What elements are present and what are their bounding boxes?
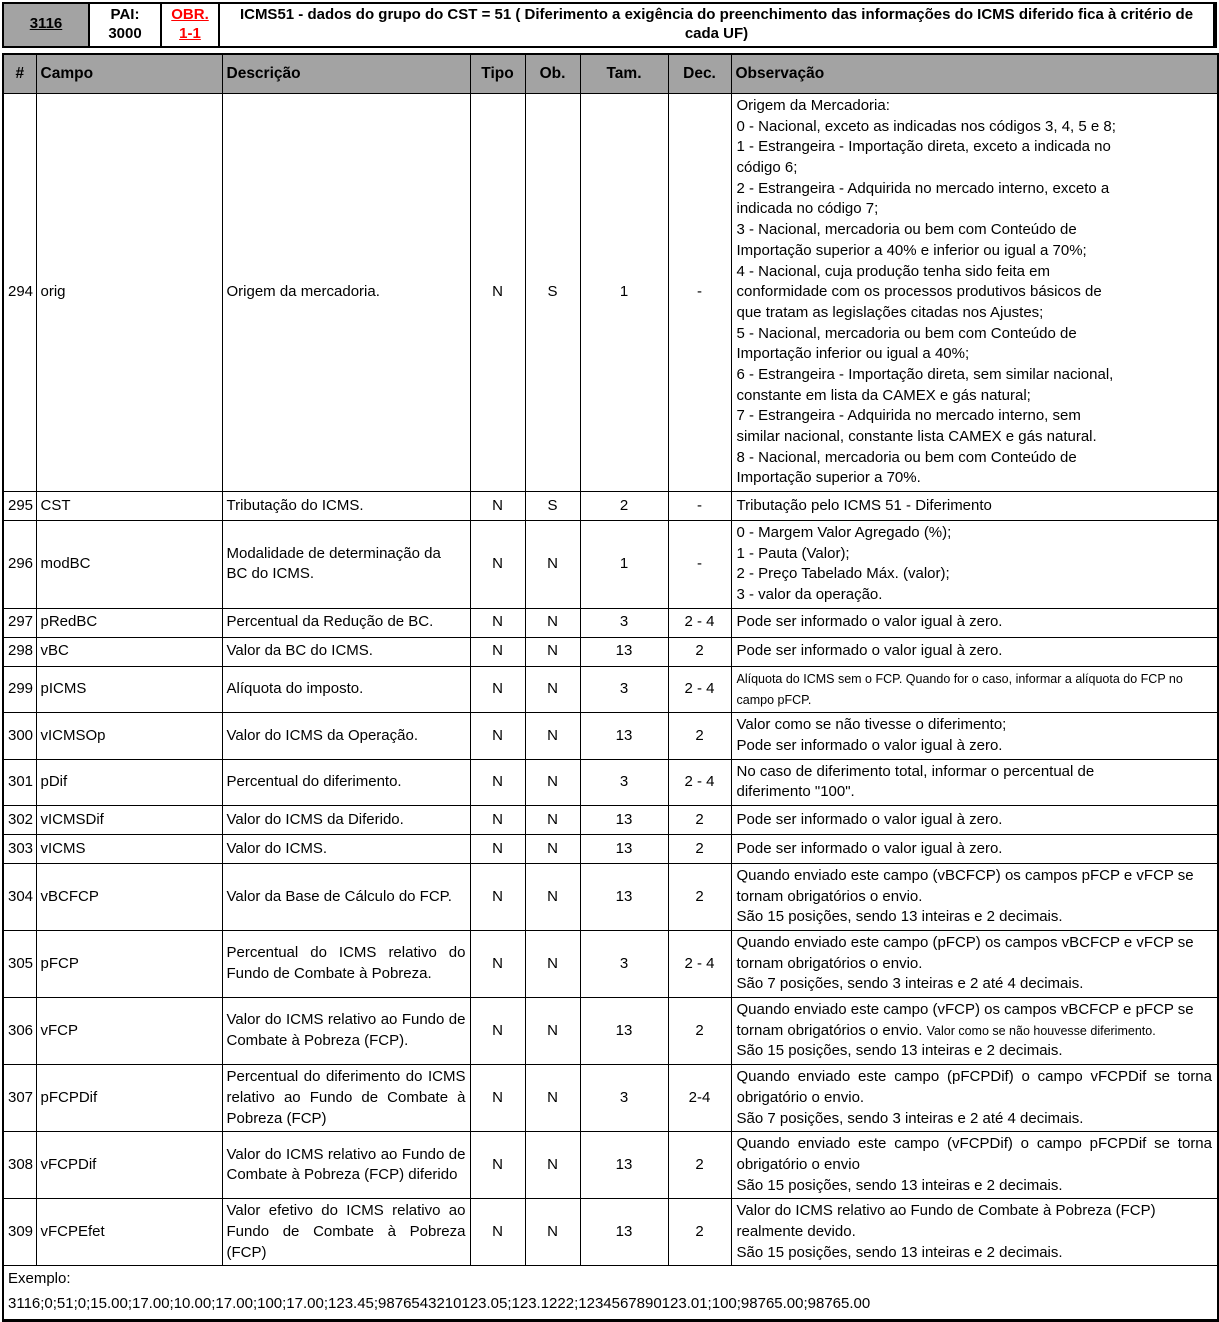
row-number: 302 <box>3 805 36 834</box>
observation-text: 5 - Nacional, mercadoria ou bem com Conteúdo de <box>736 324 1077 342</box>
example-value: 3116;0;51;0;15.00;17.00;10.00;17.00;100;17.00;123.45;9876543210123.05;123.1222;1234567890123.01;100;98765.00;98765.00 <box>8 1295 871 1312</box>
group-header-bar <box>2 2 1217 48</box>
row-number: 305 <box>3 931 36 998</box>
field-observation <box>731 492 1218 521</box>
observation-text: 1 - Estrangeira - Importação direta, exceto a indicada no <box>736 138 1111 156</box>
table-row <box>3 492 1218 521</box>
field-description: Percentual da Redução de BC. <box>222 608 470 637</box>
field-name: vFCP <box>36 998 222 1065</box>
field-observation <box>731 931 1218 998</box>
field-type: N <box>470 931 525 998</box>
table-footer <box>3 1266 1218 1320</box>
field-name: modBC <box>36 521 222 609</box>
field-type: N <box>470 94 525 492</box>
observation-text: Quando enviado este campo (vFCP) os campos vBCFCP e pFCP se tornam obrigatórios o envio. <box>736 1001 1194 1039</box>
field-name: pDif <box>36 759 222 805</box>
observation-text: São 7 posições, sendo 3 inteiras e 2 até 4 decimais. <box>736 1109 1084 1127</box>
field-size: 3 <box>580 666 668 712</box>
observation-text: Quando enviado este campo (pFCPDif) o campo vFCPDif se torna obrigatório o envio. <box>736 1068 1212 1106</box>
field-name: vICMS <box>36 834 222 863</box>
example-label: Exemplo: <box>8 1270 71 1288</box>
row-number: 303 <box>3 834 36 863</box>
table-row <box>3 931 1218 998</box>
field-required: S <box>525 94 580 492</box>
observation-text: 8 - Nacional, mercadoria ou bem com Conteúdo de <box>736 448 1077 466</box>
field-type: N <box>470 666 525 712</box>
field-name: pFCPDif <box>36 1065 222 1132</box>
field-decimals: 2 <box>668 1199 731 1266</box>
observation-text: Quando enviado este campo (pFCP) os campos vBCFCP e vFCP se tornam obrigatórios o envio. <box>736 934 1194 972</box>
row-number: 309 <box>3 1199 36 1266</box>
field-observation <box>731 834 1218 863</box>
field-description: Valor do ICMS da Operação. <box>222 713 470 759</box>
row-number: 304 <box>3 863 36 930</box>
table-row <box>3 998 1218 1065</box>
table-row <box>3 1065 1218 1132</box>
field-type: N <box>470 1199 525 1266</box>
field-decimals: 2 <box>668 805 731 834</box>
field-type: N <box>470 521 525 609</box>
field-type: N <box>470 713 525 759</box>
field-type: N <box>470 637 525 666</box>
field-name: vBC <box>36 637 222 666</box>
observation-text: código 6; <box>736 159 798 177</box>
row-number: 294 <box>3 94 36 492</box>
col-number: # <box>3 54 36 94</box>
field-required: N <box>525 863 580 930</box>
field-description: Tributação do ICMS. <box>222 492 470 521</box>
field-decimals: 2 - 4 <box>668 759 731 805</box>
field-size: 3 <box>580 759 668 805</box>
group-id-cell <box>4 4 90 46</box>
field-name: vFCPEfet <box>36 1199 222 1266</box>
observation-text: Valor como se não tivesse o diferimento; <box>736 716 1007 734</box>
field-required: N <box>525 1065 580 1132</box>
field-type: N <box>470 863 525 930</box>
field-description: Valor do ICMS relativo ao Fundo de Combate à Pobreza (FCP). <box>222 998 470 1065</box>
field-observation <box>731 521 1218 609</box>
observation-text: 2 - Estrangeira - Adquirida no mercado interno, exceto a <box>736 179 1110 197</box>
field-type: N <box>470 608 525 637</box>
group-id: 3116 <box>29 15 63 33</box>
field-description: Valor do ICMS. <box>222 834 470 863</box>
field-decimals: 2 <box>668 863 731 930</box>
field-required: N <box>525 608 580 637</box>
field-decimals: - <box>668 94 731 492</box>
col-descricao: Descrição <box>222 54 470 94</box>
row-number: 299 <box>3 666 36 712</box>
field-observation <box>731 998 1218 1065</box>
field-decimals: 2 <box>668 1132 731 1199</box>
obr-label: OBR. <box>171 6 209 23</box>
field-decimals: 2 - 4 <box>668 666 731 712</box>
field-size: 13 <box>580 834 668 863</box>
table-row <box>3 1199 1218 1266</box>
row-number: 296 <box>3 521 36 609</box>
field-name: pICMS <box>36 666 222 712</box>
group-title <box>224 6 1209 44</box>
table-row <box>3 713 1218 759</box>
field-observation <box>731 805 1218 834</box>
observation-text: constante em lista da CAMEX e gás natural; <box>736 386 1031 404</box>
observation-text: Pode ser informado o valor igual à zero. <box>736 642 1003 660</box>
table-row <box>3 863 1218 930</box>
field-required: N <box>525 998 580 1065</box>
field-size: 3 <box>580 608 668 637</box>
field-description: Valor da BC do ICMS. <box>222 637 470 666</box>
field-required: N <box>525 931 580 998</box>
field-observation <box>731 608 1218 637</box>
field-decimals: 2 <box>668 637 731 666</box>
field-required: N <box>525 1199 580 1266</box>
field-type: N <box>470 998 525 1065</box>
observation-text: São 15 posições, sendo 13 inteiras e 2 decimais. <box>736 908 1063 926</box>
table-row <box>3 637 1218 666</box>
col-tipo: Tipo <box>470 54 525 94</box>
field-required: N <box>525 805 580 834</box>
field-description: Origem da mercadoria. <box>222 94 470 492</box>
field-size: 13 <box>580 713 668 759</box>
row-number: 308 <box>3 1132 36 1199</box>
field-size: 1 <box>580 521 668 609</box>
table-header <box>3 54 1218 94</box>
field-type: N <box>470 492 525 521</box>
field-observation <box>731 863 1218 930</box>
field-decimals: 2 <box>668 998 731 1065</box>
fields-table <box>2 53 1219 1322</box>
header-row <box>3 54 1218 94</box>
field-name: CST <box>36 492 222 521</box>
observation-text: No caso de diferimento total, informar o percentual de <box>736 762 1095 780</box>
field-type: N <box>470 1132 525 1199</box>
field-required: N <box>525 521 580 609</box>
observation-text: Origem da Mercadoria: <box>736 97 890 114</box>
group-title-cell <box>220 4 1215 46</box>
occurrence-cell <box>162 4 220 46</box>
table-row <box>3 759 1218 805</box>
field-decimals: 2 - 4 <box>668 931 731 998</box>
pai-label: PAI: <box>110 6 140 23</box>
row-number: 306 <box>3 998 36 1065</box>
field-decimals: - <box>668 521 731 609</box>
field-decimals: 2 <box>668 834 731 863</box>
observation-text: 0 - Margem Valor Agregado (%); <box>736 524 952 542</box>
field-required: N <box>525 637 580 666</box>
col-ob: Ob. <box>525 54 580 94</box>
field-size: 13 <box>580 998 668 1065</box>
field-description: Percentual do diferimento. <box>222 759 470 805</box>
row-number: 307 <box>3 1065 36 1132</box>
field-description: Valor do ICMS da Diferido. <box>222 805 470 834</box>
field-size: 1 <box>580 94 668 492</box>
observation-text: similar nacional, constante lista CAMEX e gás natural. <box>736 428 1097 445</box>
observation-text: Alíquota do ICMS sem o FCP. Quando for o caso, informar a alíquota do FCP no campo pFCP. <box>736 671 1183 707</box>
field-description: Percentual do ICMS relativo do Fundo de Combate à Pobreza. <box>222 931 470 998</box>
field-name: pRedBC <box>36 608 222 637</box>
field-required: N <box>525 834 580 863</box>
table-row <box>3 666 1218 712</box>
field-size: 13 <box>580 805 668 834</box>
table-row <box>3 805 1218 834</box>
field-description: Valor da Base de Cálculo do FCP. <box>222 863 470 930</box>
field-name: vBCFCP <box>36 863 222 930</box>
table-row <box>3 521 1218 609</box>
row-number: 298 <box>3 637 36 666</box>
observation-text: indicada no código 7; <box>736 200 879 218</box>
observation-text: 2 - Preço Tabelado Máx. (valor); <box>736 565 950 583</box>
field-description: Valor efetivo do ICMS relativo ao Fundo de Combate à Pobreza (FCP) <box>222 1199 470 1266</box>
table-row <box>3 1132 1218 1199</box>
field-type: N <box>470 834 525 863</box>
table-row <box>3 834 1218 863</box>
observation-text: São 15 posições, sendo 13 inteiras e 2 decimais. <box>736 1243 1063 1261</box>
field-required: N <box>525 666 580 712</box>
observation-text: São 15 posições, sendo 13 inteiras e 2 decimais. <box>736 1176 1063 1194</box>
field-name: pFCP <box>36 931 222 998</box>
example-cell <box>3 1266 1218 1320</box>
observation-text: 6 - Estrangeira - Importação direta, sem similar nacional, <box>736 365 1114 383</box>
observation-text: que tratam as legislações citadas nos Ajustes; <box>736 303 1044 321</box>
field-required: N <box>525 759 580 805</box>
field-observation <box>731 637 1218 666</box>
field-decimals: 2 <box>668 713 731 759</box>
field-type: N <box>470 759 525 805</box>
parent-id-cell <box>90 4 162 46</box>
col-observacao: Observação <box>731 54 1218 94</box>
row-number: 301 <box>3 759 36 805</box>
field-type: N <box>470 1065 525 1132</box>
observation-text: Tributação pelo ICMS 51 - Diferimento <box>736 496 992 514</box>
field-size: 13 <box>580 863 668 930</box>
observation-text: Pode ser informado o valor igual à zero. <box>736 810 1003 828</box>
field-name: vFCPDif <box>36 1132 222 1199</box>
field-decimals: 2-4 <box>668 1065 731 1132</box>
observation-text: Valor como se não houvesse diferimento. <box>926 1023 1156 1038</box>
observation-text: Quando enviado este campo (vBCFCP) os campos pFCP e vFCP se tornam obrigatórios o envio. <box>736 866 1194 905</box>
field-description: Modalidade de determinação da BC do ICMS. <box>222 521 470 609</box>
field-description: Percentual do diferimento do ICMS relativo ao Fundo de Combate à Pobreza (FCP) <box>222 1065 470 1132</box>
observation-text: 1 - Pauta (Valor); <box>736 544 850 562</box>
row-number: 297 <box>3 608 36 637</box>
field-observation <box>731 759 1218 805</box>
row-number: 295 <box>3 492 36 521</box>
col-dec: Dec. <box>668 54 731 94</box>
field-size: 13 <box>580 1199 668 1266</box>
field-name: orig <box>36 94 222 492</box>
observation-text: Importação superior a 70%. <box>736 469 921 487</box>
field-size: 3 <box>580 931 668 998</box>
field-size: 13 <box>580 1132 668 1199</box>
observation-text: Quando enviado este campo (vFCPDif) o campo pFCPDif se torna obrigatório o envio <box>736 1135 1212 1173</box>
field-description: Valor do ICMS relativo ao Fundo de Combate à Pobreza (FCP) diferido <box>222 1132 470 1199</box>
observation-text: Pode ser informado o valor igual à zero. <box>736 839 1003 857</box>
field-size: 2 <box>580 492 668 521</box>
field-decimals: 2 - 4 <box>668 608 731 637</box>
observation-text: conformidade com os processos produtivos básicos de <box>736 283 1102 301</box>
row-number: 300 <box>3 713 36 759</box>
observation-text: Importação inferior ou igual a 40%; <box>736 345 970 363</box>
group-title-code: ICMS51 <box>239 6 295 23</box>
field-name: vICMSDif <box>36 805 222 834</box>
obr-value: 1-1 <box>179 24 201 42</box>
observation-text: diferimento "100". <box>736 783 855 801</box>
observation-text: Pode ser informado o valor igual à zero. <box>736 613 1003 631</box>
field-observation <box>731 1199 1218 1266</box>
observation-text: 4 - Nacional, cuja produção tenha sido feita em <box>736 262 1051 280</box>
field-type: N <box>470 805 525 834</box>
field-description: Alíquota do imposto. <box>222 666 470 712</box>
field-observation <box>731 713 1218 759</box>
table-row <box>3 94 1218 492</box>
field-size: 13 <box>580 637 668 666</box>
field-required: N <box>525 713 580 759</box>
field-required: S <box>525 492 580 521</box>
field-decimals: - <box>668 492 731 521</box>
field-name: vICMSOp <box>36 713 222 759</box>
group-title-text: - dados do grupo do CST = 51 ( Diferimento a exigência do preenchimento das informações do ICMS diferido fica à critério de cada UF) <box>294 6 1194 42</box>
pai-value: 3000 <box>108 24 142 42</box>
observation-text: Valor do ICMS relativo ao Fundo de Combate à Pobreza (FCP) realmente devido. <box>736 1202 1156 1240</box>
col-tam: Tam. <box>580 54 668 94</box>
field-observation <box>731 666 1218 712</box>
observation-text: 3 - Nacional, mercadoria ou bem com Conteúdo de <box>736 221 1077 239</box>
col-campo: Campo <box>36 54 222 94</box>
field-table-body <box>3 94 1218 1266</box>
field-size: 3 <box>580 1065 668 1132</box>
field-observation <box>731 94 1218 492</box>
observation-text: São 7 posições, sendo 3 inteiras e 2 até 4 decimais. <box>736 975 1084 993</box>
field-observation <box>731 1065 1218 1132</box>
observation-text: 7 - Estrangeira - Adquirida no mercado interno, sem <box>736 407 1081 425</box>
observation-text: Importação superior a 40% e inferior ou igual a 70%; <box>736 241 1087 259</box>
field-observation <box>731 1132 1218 1199</box>
observation-text: 0 - Nacional, exceto as indicadas nos códigos 3, 4, 5 e 8; <box>736 117 1116 135</box>
observation-text: São 15 posições, sendo 13 inteiras e 2 decimais. <box>736 1042 1063 1060</box>
observation-text: 3 - valor da operação. <box>736 586 883 604</box>
observation-text: Pode ser informado o valor igual à zero. <box>736 736 1003 754</box>
field-required: N <box>525 1132 580 1199</box>
footer-row <box>3 1266 1218 1320</box>
table-row <box>3 608 1218 637</box>
